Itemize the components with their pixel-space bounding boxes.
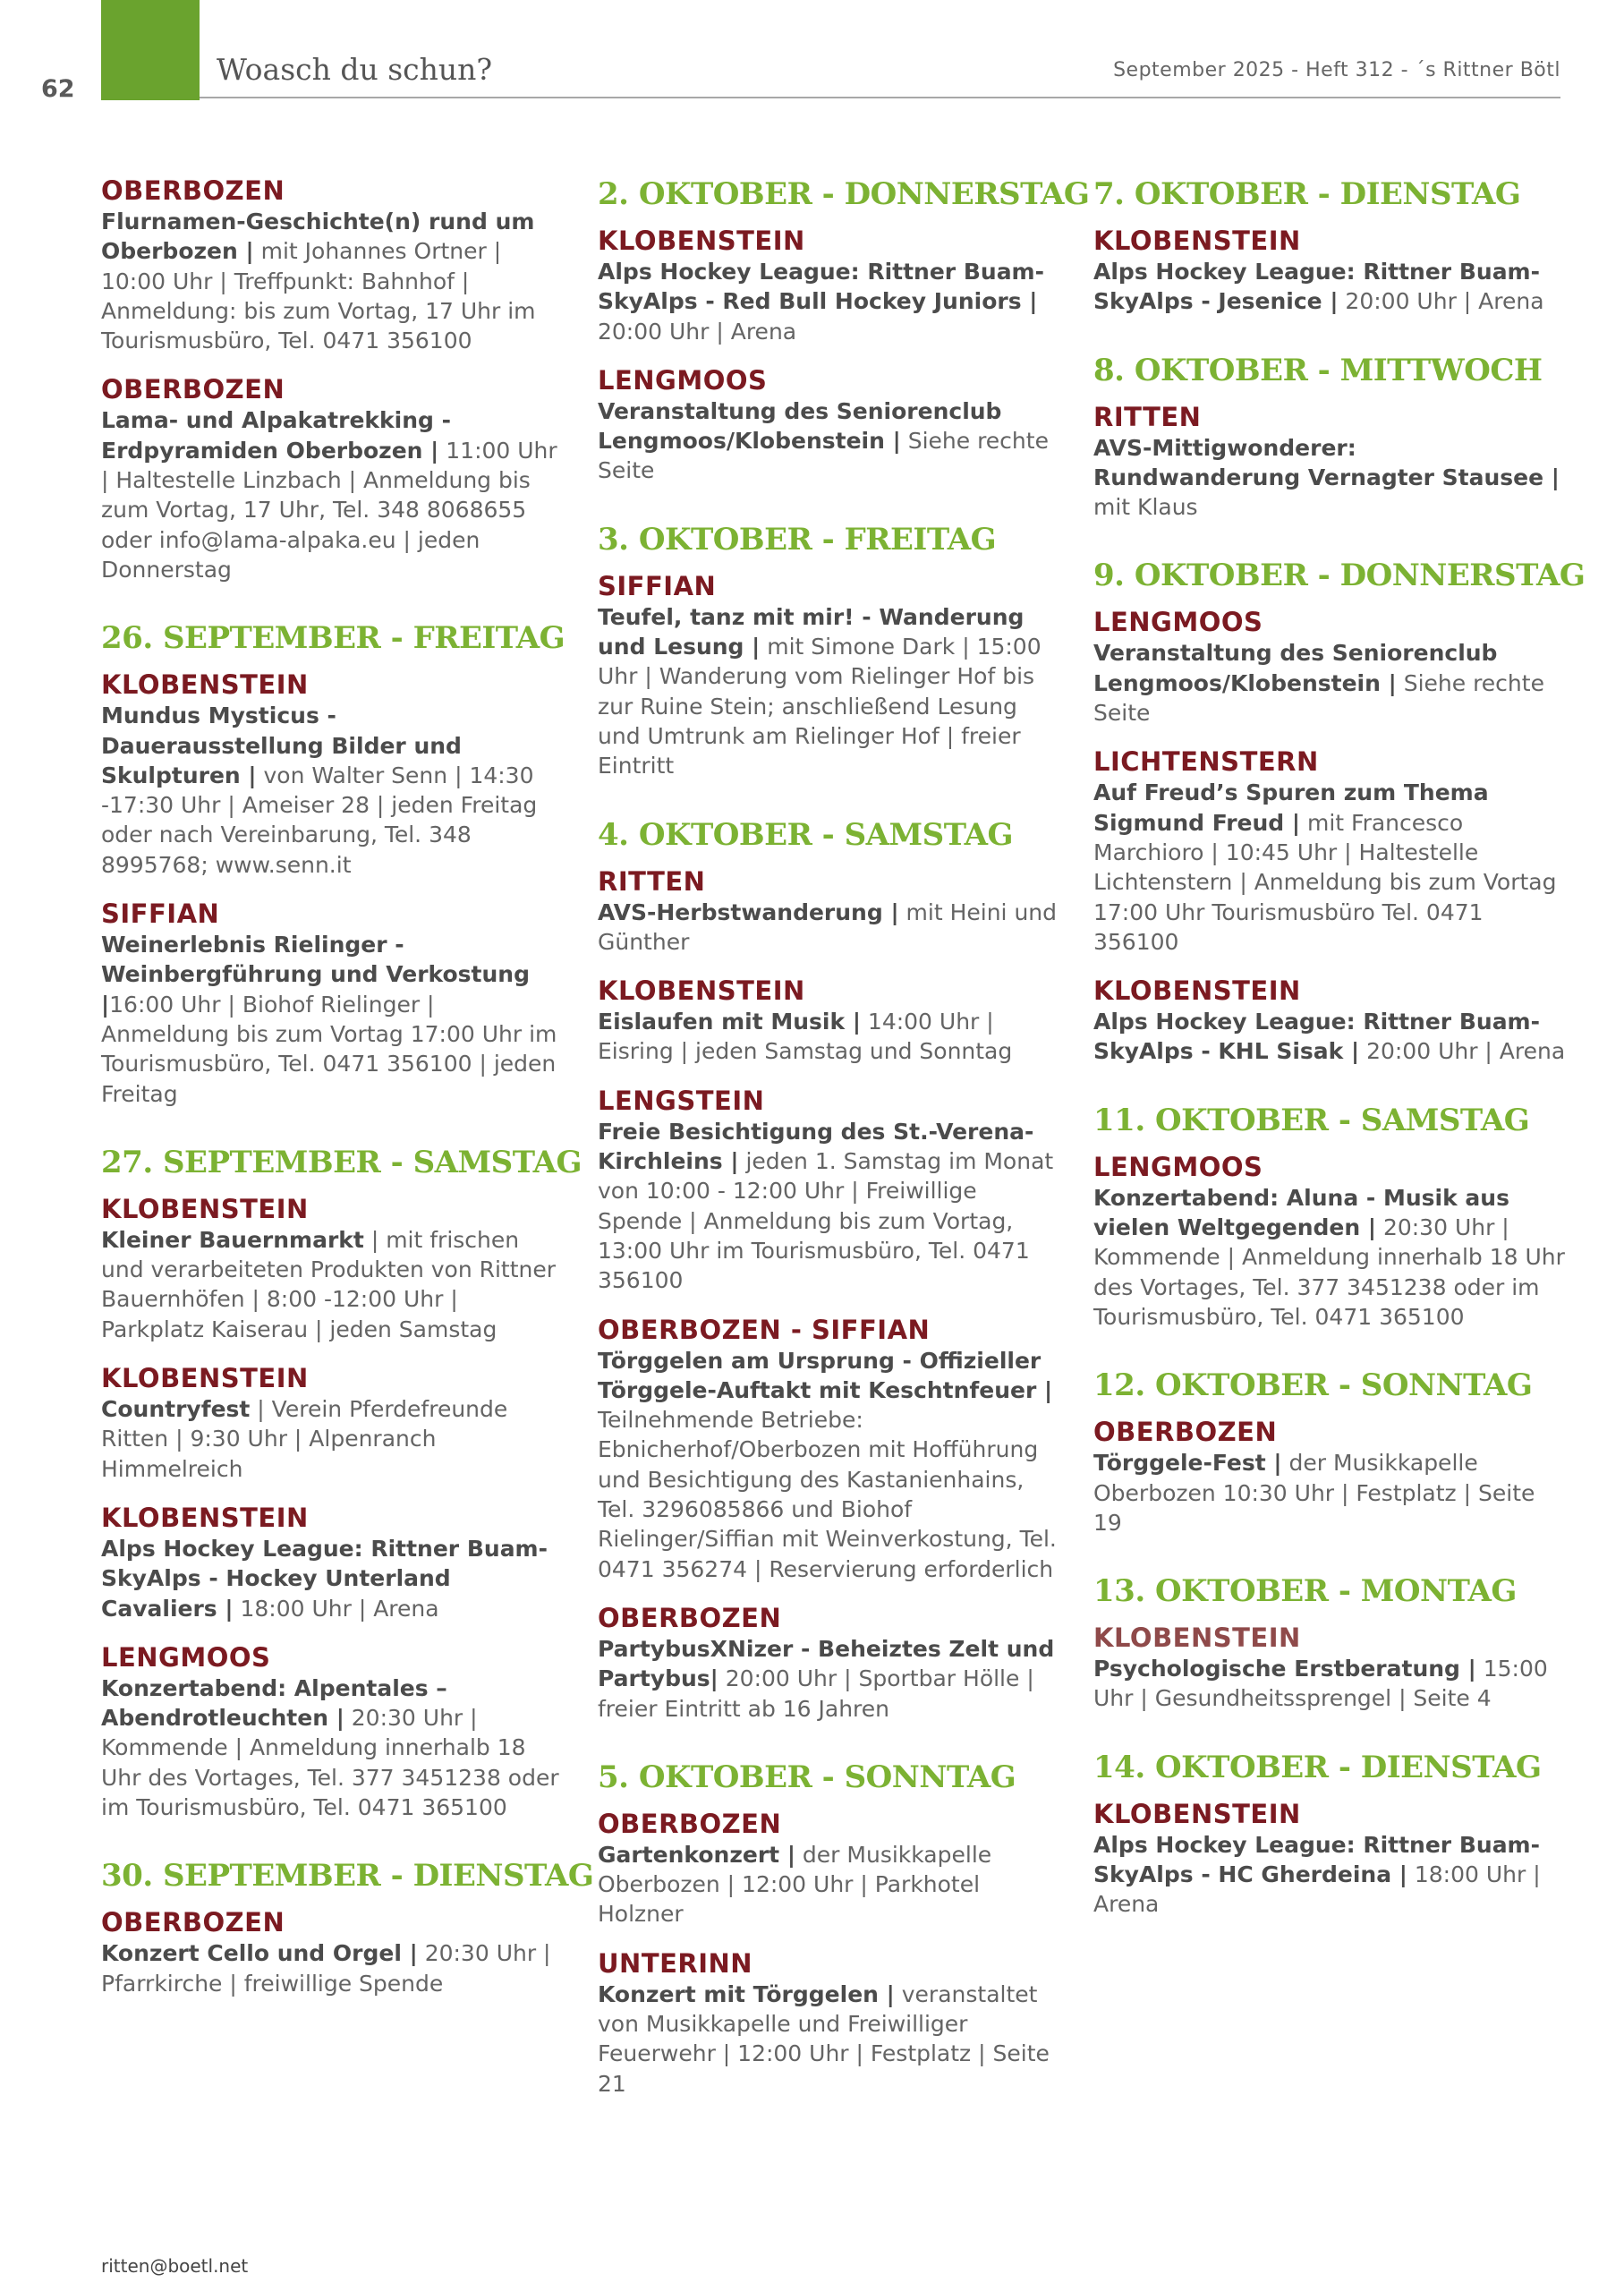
event-entry [101, 1362, 566, 1484]
event-entry [1093, 1416, 1568, 1537]
event-location: RITTEN [1093, 401, 1202, 432]
event-title: Eislaufen mit Musik | [598, 1009, 861, 1035]
event-location: KLOBENSTEIN [101, 1193, 309, 1224]
event-title: Alps Hockey League: Rittner Buam-SkyAlps - Red Bull Hockey Juniors | [598, 259, 1044, 315]
event-entry [101, 373, 566, 584]
event-details: | Verein Pferdefreunde Ritten | 9:30 Uhr | Alpenranch Himmelreich [101, 1396, 508, 1482]
event-title: Kleiner Bauernmarkt [101, 1226, 364, 1253]
event-location: KLOBENSTEIN [101, 669, 309, 701]
date-heading: 14. OKTOBER - DIENSTAG [1093, 1749, 1542, 1785]
date-heading: 26. SEPTEMBER - FREITAG [101, 620, 565, 657]
event-details: mit Francesco Marchioro | 10:45 Uhr | Haltestelle Lichtenstern | Anmeldung bis zum Vortag 17:00 Uhr Tourismusbüro Tel. 0471 356100 [1093, 809, 1557, 955]
event-entry [598, 1314, 1063, 1584]
event-location: OBERBOZEN - SIFFIAN [598, 1314, 931, 1345]
event-location: OBERBOZEN [101, 175, 285, 206]
event-title: Törggele-Fest | [1093, 1450, 1282, 1477]
event-title: Konzert Cello und Orgel | [101, 1940, 418, 1967]
event-description [598, 1980, 1063, 2099]
page-number: 62 [41, 75, 75, 103]
event-entry [101, 898, 566, 1109]
events-column-1 [101, 175, 594, 2016]
event-details: | mit frischen und verarbeiteten Produkten von Rittner Bauernhöfen | 8:00 -12:00 Uhr | Parkplatz Kaiserau | jeden Samstag [101, 1226, 557, 1342]
event-entry [1093, 606, 1568, 728]
event-entry [598, 225, 1063, 346]
event-entry [598, 364, 1063, 486]
event-description [598, 1117, 1063, 1296]
event-title: Teufel, tanz mit mir! - Wanderung und Lesung | [598, 603, 1025, 660]
event-entry [1093, 1622, 1568, 1714]
issue-info: September 2025 - Heft 312 - ´s Rittner Bötl [1113, 59, 1560, 81]
event-description [598, 1346, 1063, 1584]
event-title: Törggelen am Ursprung - Offizieller Törggele-Auftakt mit Keschtnfeuer | [598, 1347, 1053, 1403]
event-location: OBERBOZEN [1093, 1417, 1278, 1448]
event-description [101, 1225, 566, 1344]
event-description [101, 701, 566, 880]
event-location: OBERBOZEN [101, 374, 285, 405]
event-description [1093, 1183, 1568, 1332]
event-title: Alps Hockey League: Rittner Buam-SkyAlps - KHL Sisak | [1093, 1009, 1540, 1065]
date-heading: 13. OKTOBER - MONTAG [1093, 1573, 1517, 1610]
date-heading: 4. OKTOBER - SAMSTAG [598, 816, 1014, 853]
event-entry [598, 865, 1063, 958]
event-title: Auf Freud’s Spuren zum Thema Sigmund Freud | [1093, 779, 1489, 836]
event-description [1093, 1654, 1568, 1714]
event-location: KLOBENSTEIN [101, 1502, 309, 1533]
event-entry [101, 1502, 566, 1623]
event-location: KLOBENSTEIN [598, 975, 805, 1007]
event-description [598, 898, 1063, 958]
event-details: 20:00 Uhr | Arena [1338, 288, 1544, 315]
event-entry [101, 175, 566, 355]
event-entry [1093, 975, 1568, 1067]
event-title: Mundus Mysticus - Dauerausstellung Bilder und Skulpturen | [101, 703, 462, 788]
event-entry [1093, 745, 1568, 957]
event-details: 15:00 Uhr | Gesundheitssprengel | Seite 4 [1093, 1656, 1548, 1712]
event-title: Veranstaltung des Seniorenclub Lengmoos/Klobenstein | [598, 397, 1002, 455]
event-entry [598, 1602, 1063, 1724]
event-description [598, 1840, 1063, 1929]
event-location: KLOBENSTEIN [1093, 975, 1301, 1007]
date-heading: 8. OKTOBER - MITTWOCH [1093, 352, 1543, 388]
event-details: mit Heini und Günther [598, 899, 1058, 955]
date-heading: 11. OKTOBER - SAMSTAG [1093, 1102, 1530, 1138]
event-description [1093, 778, 1568, 957]
date-heading: 30. SEPTEMBER - DIENSTAG [101, 1858, 594, 1895]
event-details: von Walter Senn | 14:30 -17:30 Uhr | Ameiser 28 | jeden Freitag oder nach Vereinbarung, Tel. 348 8995768; www.senn.it [101, 762, 538, 878]
event-description [598, 1634, 1063, 1724]
event-description [101, 1534, 566, 1623]
events-column-3 [1093, 175, 1586, 1938]
event-details: Teilnehmende Betriebe: Ebnicherhof/Oberbozen mit Hofführung und Besichtigung des Kastanienhains, Tel. 3296085866 und Biohof Rielinger/Siffian mit Weinverkostung, Tel. 0471 356274 | Reservierung erforderlich [598, 1407, 1057, 1582]
event-description [1093, 433, 1568, 523]
event-location: LENGMOOS [598, 364, 768, 396]
event-details: Siehe rechte Seite [1093, 669, 1544, 727]
event-entry [598, 975, 1063, 1067]
event-entry [598, 570, 1063, 781]
event-location: UNTERINN [598, 1947, 753, 1979]
event-description [1093, 638, 1568, 728]
event-description [1093, 1007, 1568, 1067]
event-details: mit Klaus [1093, 494, 1198, 521]
event-description [101, 1938, 566, 1998]
date-heading: 12. OKTOBER - SONNTAG [1093, 1367, 1533, 1404]
events-column-2 [598, 175, 1090, 2116]
event-details: veranstaltet von Musikkapelle und Freiwilliger Feuerwehr | 12:00 Uhr | Festplatz | Seite 21 [598, 1980, 1050, 2097]
event-details: 18:00 Uhr | Arena [1093, 1861, 1541, 1918]
event-location: KLOBENSTEIN [1093, 1622, 1301, 1654]
event-location: KLOBENSTEIN [1093, 226, 1301, 256]
section-title: Woasch du schun? [217, 52, 493, 87]
event-entry [101, 669, 566, 880]
event-entry [598, 1947, 1063, 2099]
date-heading: 7. OKTOBER - DIENSTAG [1093, 176, 1521, 212]
event-entry [101, 1641, 566, 1822]
event-details: 20:00 Uhr | Sportbar Hölle | freier Eintritt ab 16 Jahren [598, 1665, 1034, 1722]
event-location: SIFFIAN [598, 570, 717, 601]
event-location: OBERBOZEN [598, 1602, 782, 1633]
event-entry [101, 1193, 566, 1344]
event-title: Freie Besichtigung des St.-Verena-Kirchleins | [598, 1118, 1034, 1175]
event-details: 14:00 Uhr | Eisring | jeden Samstag und Sonntag [598, 1009, 1013, 1065]
event-description [598, 257, 1063, 346]
event-entry [1093, 225, 1568, 317]
event-description [101, 1394, 566, 1484]
event-details: 18:00 Uhr | Arena [233, 1595, 439, 1622]
event-details: mit Johannes Ortner | 10:00 Uhr | Treffpunkt: Bahnhof | Anmeldung: bis zum Vortag, 17 Uhr im Tourismusbüro, Tel. 0471 356100 [101, 238, 536, 354]
event-description [1093, 1448, 1568, 1537]
event-details: 20:00 Uhr | Arena [1359, 1038, 1566, 1065]
event-title: Psychologische Erstberatung | [1093, 1656, 1476, 1682]
event-description [598, 602, 1063, 781]
event-location: KLOBENSTEIN [1093, 1798, 1301, 1829]
event-details: 20:30 Uhr | Kommende | Anmeldung innerhalb 18 Uhr des Vortages, Tel. 377 3451238 oder im Tourismusbüro, Tel. 0471 365100 [101, 1705, 559, 1820]
event-location: OBERBOZEN [101, 1907, 285, 1938]
event-title: AVS-Herbstwanderung | [598, 899, 899, 925]
event-title: Alps Hockey League: Rittner Buam-SkyAlps - HC Gherdeina | [1093, 1831, 1540, 1888]
event-entry [1093, 1151, 1568, 1332]
event-title: Gartenkonzert | [598, 1841, 795, 1868]
event-title: Weinerlebnis Rielinger - Weinbergführung und Verkostung | [101, 932, 530, 1018]
event-details: der Musikkapelle Oberbozen 10:30 Uhr | Festplatz | Seite 19 [1093, 1450, 1535, 1536]
event-location: KLOBENSTEIN [101, 1363, 309, 1394]
event-details: 11:00 Uhr | Haltestelle Linzbach | Anmeldung bis zum Vortag, 17 Uhr, Tel. 348 8068655 oder info@lama-alpaka.eu | jeden Donnerstag [101, 437, 557, 583]
event-location: LENGSTEIN [598, 1085, 765, 1116]
event-location: OBERBOZEN [598, 1808, 782, 1839]
event-description [101, 1674, 566, 1822]
event-entry [1093, 1798, 1568, 1920]
event-details: jeden 1. Samstag im Monat von 10:00 - 12:00 Uhr | Freiwillige Spende | Anmeldung bis zum Vortag, 13:00 Uhr im Tourismusbüro, Tel. 0471 356100 [598, 1148, 1054, 1294]
event-location: LENGMOOS [1093, 1151, 1263, 1182]
event-description [101, 207, 566, 355]
date-heading: 5. OKTOBER - SONNTAG [598, 1759, 1016, 1795]
event-title: Konzertabend: Aluna - Musik aus vielen Weltgegenden | [1093, 1184, 1509, 1241]
event-entry [1093, 401, 1568, 523]
footer-email[interactable]: ritten@boetl.net [101, 2255, 249, 2277]
event-description [598, 396, 1063, 486]
event-details: der Musikkapelle Oberbozen | 12:00 Uhr | Parkhotel Holzner [598, 1841, 992, 1928]
event-title: Alps Hockey League: Rittner Buam-SkyAlps - Jesenice | [1093, 259, 1540, 315]
event-location: LENGMOOS [101, 1641, 271, 1673]
event-entry [101, 1906, 566, 1998]
event-title: Lama- und Alpakatrekking - Erdpyramiden Oberbozen | [101, 407, 452, 464]
event-details: 16:00 Uhr | Biohof Rielinger | Anmeldung bis zum Vortag 17:00 Uhr im Tourismusbüro, Tel. 0471 356100 | jeden Freitag [101, 991, 557, 1107]
event-title: Flurnamen-Geschichte(n) rund um Oberbozen | [101, 209, 535, 265]
event-location: LICHTENSTERN [1093, 746, 1319, 778]
event-entry [598, 1808, 1063, 1929]
event-details: 20:00 Uhr | Arena [598, 318, 797, 345]
event-description [101, 930, 566, 1109]
date-heading: 2. OKTOBER - DONNERSTAG [598, 176, 1090, 212]
header-accent-bar [101, 0, 200, 100]
event-title: Konzertabend: Alpentales –Abendrotleuchten | [101, 1674, 447, 1732]
date-heading: 3. OKTOBER - FREITAG [598, 521, 997, 558]
event-title: Veranstaltung des Seniorenclub Lengmoos/Klobenstein | [1093, 640, 1498, 696]
event-description [1093, 257, 1568, 317]
event-title: Countryfest [101, 1396, 251, 1423]
event-title: Konzert mit Törggelen | [598, 1980, 895, 2007]
header-divider [200, 97, 1560, 98]
event-details: 20:30 Uhr | Kommende | Anmeldung innerhalb 18 Uhr des Vortages, Tel. 377 3451238 oder im Tourismusbüro, Tel. 0471 365100 [1093, 1214, 1565, 1330]
event-title: Alps Hockey League: Rittner Buam-SkyAlps - Hockey Unterland Cavaliers | [101, 1535, 548, 1622]
event-title: PartybusXNizer - Beheiztes Zelt und Partybus| [598, 1635, 1055, 1692]
event-location: LENGMOOS [1093, 607, 1263, 638]
event-location: RITTEN [598, 865, 706, 897]
event-description [101, 405, 566, 584]
event-entry [598, 1085, 1063, 1296]
date-heading: 27. SEPTEMBER - SAMSTAG [101, 1144, 582, 1180]
event-location: KLOBENSTEIN [598, 226, 805, 256]
event-title: AVS-Mittigwonderer: Rundwanderung Vernagter Stausee | [1093, 434, 1560, 490]
event-details: Siehe rechte Seite [598, 428, 1049, 484]
event-location: SIFFIAN [101, 899, 220, 930]
event-description [598, 1007, 1063, 1067]
date-heading: 9. OKTOBER - DONNERSTAG [1093, 558, 1586, 594]
event-details: mit Simone Dark | 15:00 Uhr | Wanderung vom Rielinger Hof bis zur Ruine Stein; anschließend Lesung und Umtrunk am Rielinger Hof | freier Eintritt [598, 634, 1042, 779]
event-description [1093, 1830, 1568, 1920]
event-details: 20:30 Uhr | Pfarrkirche | freiwillige Spende [101, 1940, 551, 1997]
